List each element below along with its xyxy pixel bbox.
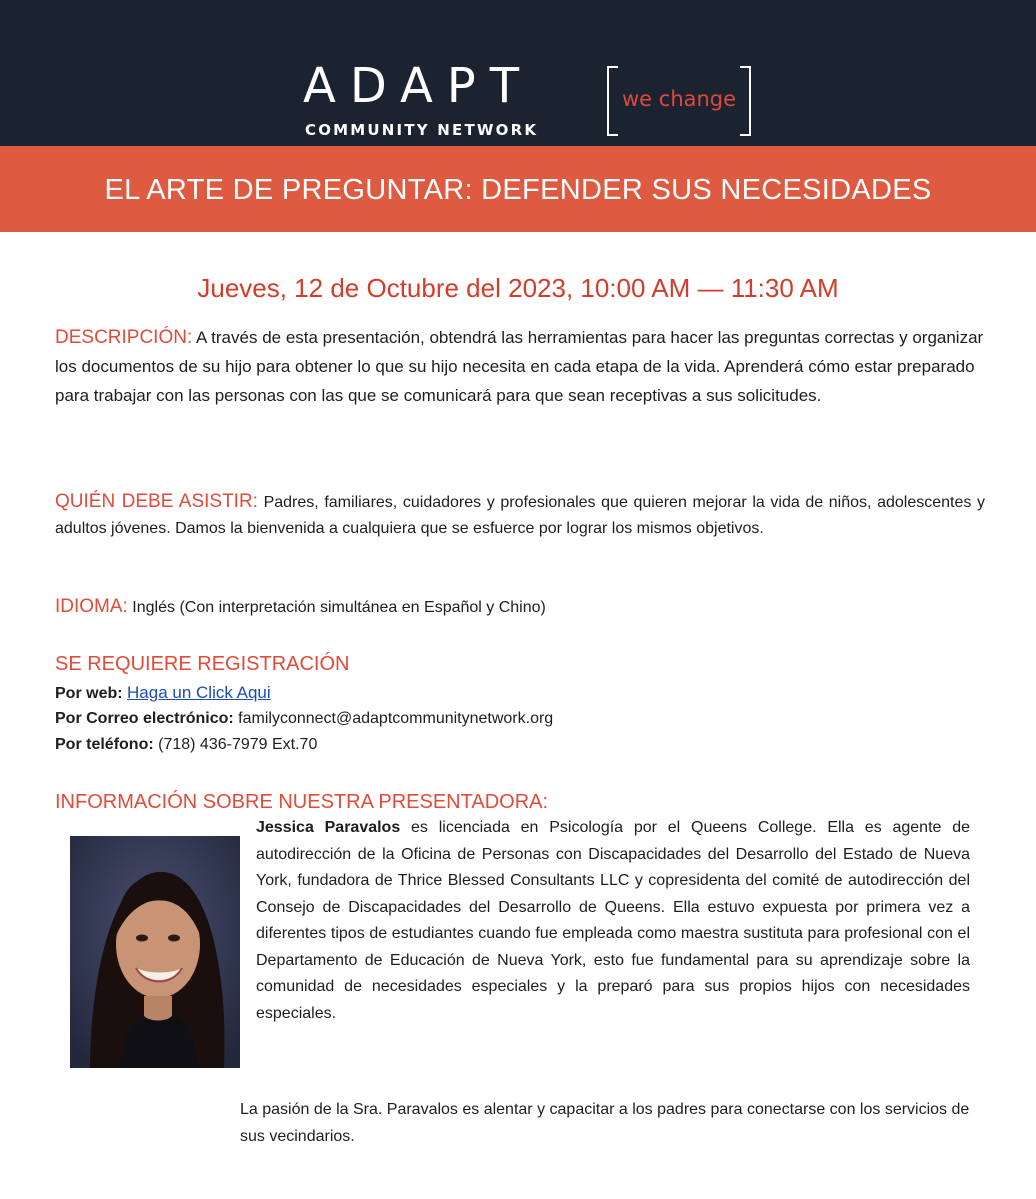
event-date-time: Jueves, 12 de Octubre del 2023, 10:00 AM — 11:30 AM xyxy=(197,273,839,303)
audience-label: QUIÉN DEBE ASISTIR: xyxy=(55,491,258,512)
presenter-closing: La pasión de la Sra. Paravalos es alentar y capacitar a los padres para conectarse con los servicios de sus vecindarios. xyxy=(240,1101,970,1145)
presenter-portrait-icon xyxy=(70,836,240,1068)
presenter-bio xyxy=(256,815,970,1027)
phone-label: Por teléfono: xyxy=(55,736,154,753)
bracket-right-icon xyxy=(740,66,751,136)
description-section xyxy=(55,323,985,410)
presenter-photo xyxy=(70,836,240,1068)
description-text: A través de esta presentación, obtendrá las herramientas para hacer las preguntas correctas y organizar los documentos de su hijo para obtener lo que su hijo necesita en cada etapa de la vida. Aprenderá cómo estar preparado para trabajar con las personas con las que se comunicará para que sean receptivas a sus solicitudes. xyxy=(55,328,984,405)
logo-subtitle: COMMUNITY NETWORK xyxy=(305,121,539,139)
presenter-bio-text: es licenciada en Psicología por el Queens College. Ella es agente de autodirección de la Oficina de Personas con Discapacidades del Desarrollo del Estado de Nueva York, fundadora de Thrice Blessed Consultants LLC y copresidenta del comité de autodirección del Consejo de Discapacidades del Desarrollo de Queens. Ella estuvo expuesta por primera vez a diferentes tipos de estudiantes cuando fue empleada como maestra sustituta para profesional con el Departamento de Educación de Nueva York, esto fue fundamental para su aprendizaje sobre la comunidad de necesidades especiales y la preparó para sus propios hijos con necesidades especiales. xyxy=(256,819,971,1022)
email-label: Por Correo electrónico: xyxy=(55,710,234,727)
presenter-heading: INFORMACIÓN SOBRE NUESTRA PRESENTADORA: xyxy=(55,791,549,813)
description-label: DESCRIPCIÓN: xyxy=(55,327,193,348)
phone-number: (718) 436-7979 Ext.70 xyxy=(158,736,318,753)
language-text: Inglés (Con interpretación simultánea en Español y Chino) xyxy=(132,599,546,616)
registration-phone xyxy=(55,737,855,753)
web-label: Por web: xyxy=(55,685,123,702)
registration-heading: SE REQUIERE REGISTRACIÓN xyxy=(55,653,350,675)
logo-wordmark: ADAPT xyxy=(303,58,534,114)
registration-email xyxy=(55,711,855,727)
bracket-left-icon xyxy=(607,66,618,136)
language-section xyxy=(55,592,985,622)
header xyxy=(0,0,1036,146)
presenter-name: Jessica Paravalos xyxy=(256,819,401,836)
registration-link[interactable]: Haga un Click Aqui xyxy=(127,683,271,702)
language-label: IDIOMA: xyxy=(55,596,128,617)
audience-text: Padres, familiares, cuidadores y profesionales que quieren mejorar la vida de niños, adolescentes y adultos jóvenes. Damos la bienvenida a cualquiera que se esfuerce por lograr los mismos objetivos. xyxy=(55,494,985,537)
email-address: familyconnect@adaptcommunitynetwork.org xyxy=(238,710,554,727)
page-title: EL ARTE DE PREGUNTAR: DEFENDER SUS NECESIDADES xyxy=(104,174,932,206)
logo-tagline: we change xyxy=(622,87,737,111)
audience-section xyxy=(55,489,985,542)
registration-web xyxy=(55,684,855,702)
